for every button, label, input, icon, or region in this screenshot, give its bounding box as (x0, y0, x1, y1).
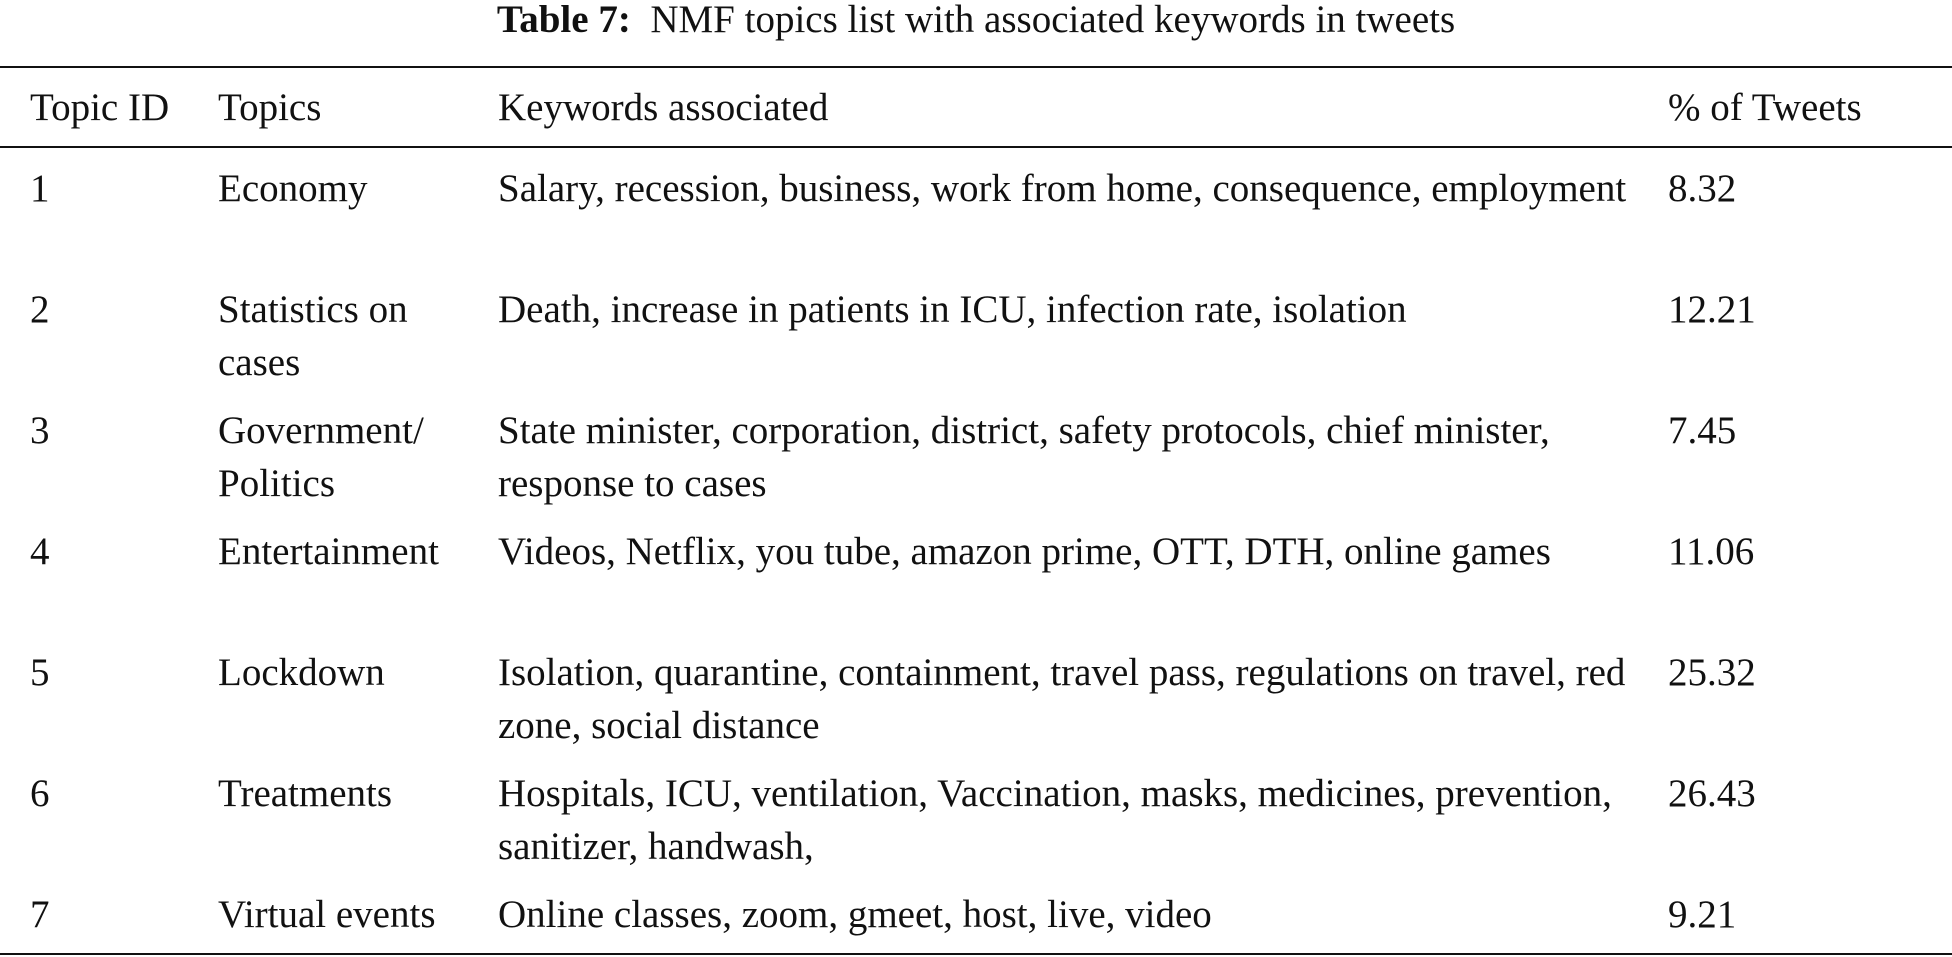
cell-keywords: Death, increase in patients in ICU, infection rate, isolation (498, 288, 1407, 331)
cell-keywords: Online classes, zoom, gmeet, host, live, video (498, 893, 1212, 936)
header-percent-tweets: % of Tweets (1668, 86, 1862, 129)
cell-topic: Economy (218, 167, 368, 210)
header-topics: Topics (218, 86, 322, 129)
table-bottom-rule (0, 953, 1952, 955)
cell-topic-id: 2 (30, 288, 50, 331)
cell-percent: 8.32 (1668, 167, 1737, 210)
table-caption (0, 0, 1952, 40)
table-header-row (0, 86, 1952, 130)
cell-topic-id: 5 (30, 651, 50, 694)
cell-percent: 25.32 (1668, 651, 1756, 694)
cell-keywords: Isolation, quarantine, containment, travel pass, regulations on travel, red zone, social distance (498, 651, 1626, 747)
header-topic-id: Topic ID (30, 86, 170, 129)
header-keywords: Keywords associated (498, 86, 829, 129)
cell-percent: 12.21 (1668, 288, 1756, 331)
cell-percent: 9.21 (1668, 893, 1737, 936)
cell-keywords: State minister, corporation, district, safety protocols, chief minister, response to cases (498, 409, 1550, 505)
cell-topic-id: 4 (30, 530, 50, 573)
table-caption-label: Table 7: (496, 0, 631, 41)
cell-keywords: Salary, recession, business, work from home, consequence, employment (498, 167, 1627, 210)
table-caption-text: NMF topics list with associated keywords in tweets (650, 0, 1456, 41)
cell-percent: 26.43 (1668, 772, 1756, 815)
cell-percent: 7.45 (1668, 409, 1737, 452)
cell-topic: Virtual events (218, 893, 436, 936)
cell-keywords: Hospitals, ICU, ventilation, Vaccination, masks, medicines, prevention, sanitizer, handwash, (498, 772, 1612, 868)
cell-topic-id: 3 (30, 409, 50, 452)
cell-topic: Government/ Politics (218, 409, 424, 505)
cell-keywords: Videos, Netflix, you tube, amazon prime, OTT, DTH, online games (498, 530, 1551, 573)
cell-topic: Lockdown (218, 651, 385, 694)
cell-percent: 11.06 (1668, 530, 1755, 573)
cell-topic: Treatments (218, 772, 393, 815)
cell-topic-id: 6 (30, 772, 50, 815)
cell-topic-id: 1 (30, 167, 50, 210)
cell-topic: Statistics on cases (218, 288, 408, 384)
table-top-rule (0, 66, 1952, 68)
cell-topic: Entertainment (218, 530, 439, 573)
table-header-rule (0, 146, 1952, 148)
cell-topic-id: 7 (30, 893, 50, 936)
